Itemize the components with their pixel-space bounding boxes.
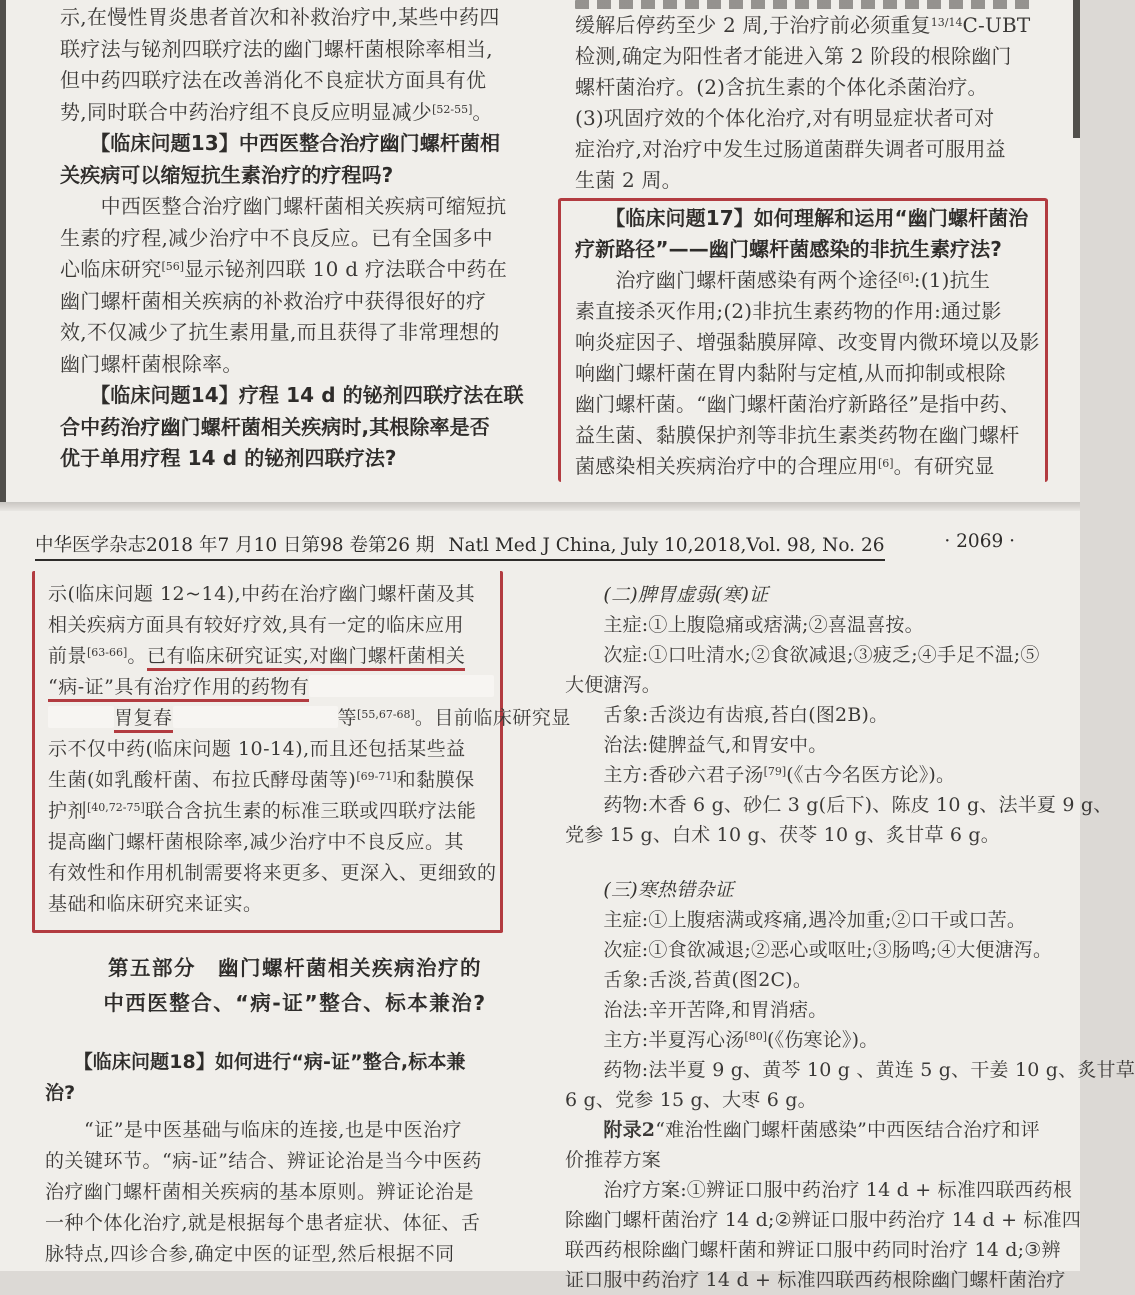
text-line: 一种个体化治疗,就是根据每个患者症状、体征、舌 (45, 1212, 481, 1234)
top-left-column (60, 2, 535, 475)
text-line: (二)脾胃虚弱(寒)证 (565, 584, 769, 606)
text-line: 胃复春 等[55,67-68]。目前临床研究显 (48, 703, 500, 734)
text-line: 治法:健脾益气,和胃安中。 (565, 734, 828, 756)
text-line: 检测,确定为阳性者才能进入第 2 阶段的根除幽门 (575, 44, 1012, 68)
text-line: 生菌(如乳酸杆菌、布拉氏酵母菌等)[69-71]和黏膜保 (48, 769, 475, 791)
section-five (45, 951, 545, 1270)
text-block (565, 1115, 1080, 1295)
journal-header (35, 531, 1045, 557)
text-block (60, 380, 535, 475)
whiteout-patch (48, 706, 114, 728)
text-line: 螺杆菌治疗。(2)含抗生素的个体化杀菌治疗。 (575, 75, 988, 99)
text-line: 菌感染相关疾病治疗中的合理应用[6]。有研究显 (575, 454, 995, 478)
text-line: 药物:木香 6 g、砂仁 3 g(后下)、陈皮 10 g、法半夏 9 g、 (565, 794, 1113, 816)
text-line: 效,不仅减少了抗生素用量,而且获得了非常理想的 (60, 320, 500, 344)
bold-run: 附录2 (603, 1119, 656, 1141)
text-block (60, 191, 535, 380)
text-line: 幽门螺杆菌相关疾病的补救治疗中获得很好的疗 (60, 288, 487, 313)
top-right-text (558, 10, 1048, 196)
text-line: 合中药治疗幽门螺杆菌相关疾病时,其根除率是否 (60, 414, 490, 439)
text-line: 益生菌、黏膜保护剂等非抗生素类药物在幽门螺杆 (575, 423, 1020, 447)
text-line: 价推荐方案 (565, 1149, 662, 1171)
page-top-section (0, 0, 1080, 502)
text-line: 生菌 2 周。 (575, 168, 682, 192)
text-line: 舌象:舌淡边有齿痕,苔白(图2B)。 (565, 704, 889, 726)
text-line: 响幽门螺杆菌在胃内黏附与定植,从而抑制或根除 (575, 361, 1006, 385)
text-line: 主症:①上腹痞满或疼痛,遇冷加重;②口干或口苦。 (565, 909, 1027, 931)
text-block (565, 580, 1080, 610)
text-line: 治? (45, 1082, 76, 1104)
text-line: 示(临床问题 12~14),中药在治疗幽门螺杆菌及其 (48, 583, 476, 605)
red-underline-annotation: 胃复春 (114, 707, 173, 733)
reference-superscript: [6] (878, 457, 894, 470)
reference-superscript: [52-55] (432, 102, 473, 116)
text-block (48, 579, 571, 920)
text-line: 党参 15 g、白术 10 g、茯苓 10 g、炙甘草 6 g。 (565, 824, 1000, 846)
reference-superscript: [55,67-68] (357, 708, 415, 721)
text-line: 心临床研究[56]显示铋剂四联 10 d 疗法联合中药在 (60, 257, 508, 281)
text-line: 幽门螺杆菌。“幽门螺杆菌治疗新路径”是指中药、 (575, 392, 1021, 416)
reference-superscript: [79] (763, 765, 787, 778)
journal-header-cn: 中华医学杂志2018 年7 月10 日第98 卷第26 期 (35, 535, 435, 556)
text-line: 提高幽门螺杆菌根除率,减少治疗中不良反应。其 (48, 831, 465, 853)
red-underline-annotation: “病-证”具有治疗作用的药物有 (48, 676, 309, 702)
text-line: 势,同时联合中药治疗组不良反应明显减少[52-55]。 (60, 99, 493, 124)
text-line: 次症:①食欲减退;②恶心或呕吐;③肠鸣;④大便溏泻。 (565, 939, 1053, 961)
text-line: 的关键环节。“病-证”结合、辨证论治是当今中医药 (45, 1150, 482, 1172)
text-line: 第五部分 幽门螺杆菌相关疾病治疗的 (108, 956, 482, 980)
reference-superscript: [69-71] (356, 770, 397, 783)
text-line: (3)巩固疗效的个体化治疗,对有明显症状者可对 (575, 106, 995, 130)
reference-superscript: [63-66] (87, 646, 128, 659)
cropped-text-line (575, 0, 1030, 9)
text-block (45, 1115, 545, 1270)
page-number: · 2069 · (944, 531, 1015, 552)
text-line: 联西药根除幽门螺杆菌和辨证口服中药同时治疗 14 d;③辨 (565, 1239, 1061, 1261)
reference-superscript: [56] (161, 260, 185, 273)
page-seam (0, 502, 1080, 511)
text-line: 主症:①上腹隐痛或痞满;②喜温喜按。 (565, 614, 924, 636)
text-block (575, 10, 1048, 196)
text-line: 护剂[40,72-75]联合含抗生素的标准三联或四联疗法能 (48, 800, 477, 822)
text-line: 基础和临床研究来证实。 (48, 893, 263, 915)
reference-superscript: [6] (898, 271, 914, 284)
whiteout-patch (309, 675, 494, 697)
journal-header-rule (35, 535, 885, 561)
text-line: 主方:半夏泻心汤[80](《伤寒论》)。 (565, 1029, 879, 1051)
text-line: 除幽门螺杆菌治疗 14 d;②辨证口服中药治疗 14 d + 标准四 (565, 1209, 1082, 1231)
text-block (565, 875, 1080, 905)
text-line: 素直接杀灭作用;(2)非抗生素药物的作用:通过影 (575, 299, 1002, 323)
text-line: 中西医整合治疗幽门螺杆菌相关疾病可缩短抗 (60, 194, 507, 218)
text-line: 【临床问题14】疗程 14 d 的铋剂四联疗法在联 (60, 383, 524, 407)
text-block (45, 1047, 545, 1109)
text-line: 次症:①口吐清水;②食欲减退;③疲乏;④手足不温;⑤ (565, 644, 1040, 666)
text-line: 脉特点,四诊合参,确定中医的证型,然后根据不同 (45, 1243, 455, 1265)
page-bottom-section (0, 511, 1135, 1291)
text-line: 舌象:舌淡,苔黄(图2C)。 (565, 969, 813, 991)
text-line: “证”是中医基础与临床的连接,也是中医治疗 (45, 1119, 462, 1141)
reference-superscript: [80] (744, 1030, 767, 1043)
red-annotation-box-q17 (558, 198, 1048, 482)
text-line: 有效性和作用机制需要将来更多、更深入、更细致的 (48, 862, 497, 884)
text-line: 中西医整合、“病-证”整合、标本兼治? (103, 991, 487, 1015)
text-line: 示不仅中药(临床问题 10-14),而且还包括某些益 (48, 738, 466, 760)
text-line: 优于单用疗程 14 d 的铋剂四联疗法? (60, 446, 397, 470)
text-line: 关疾病可以缩短抗生素治疗的疗程吗? (60, 162, 394, 187)
text-line: 【临床问题13】中西医整合治疗幽门螺杆菌相 (60, 131, 501, 155)
bottom-left-column (45, 571, 571, 1270)
text-line: 6 g、党参 15 g、大枣 6 g。 (565, 1089, 817, 1111)
text-line: 联疗法与铋剂四联疗法的幽门螺杆菌根除率相当, (60, 36, 493, 61)
text-line: 药物:法半夏 9 g、黄芩 10 g 、黄连 5 g、干姜 10 g、炙甘草 (565, 1059, 1135, 1081)
text-line: 前景[63-66]。已有临床研究证实,对幽门螺杆菌相关 (48, 641, 500, 672)
text-block (60, 2, 535, 128)
text-line: 症治疗,对治疗中发生过肠道菌群失调者可服用益 (575, 137, 1006, 161)
text-block (565, 610, 1113, 850)
red-annotation-box-summary (32, 571, 571, 933)
scan-edge-right (1073, 0, 1080, 138)
text-line: 【临床问题17】如何理解和运用“幽门螺杆菌治 (575, 206, 1029, 230)
text-line: 证口服中药治疗 14 d + 标准四联西药根除幽门螺杆菌治疗 (565, 1269, 1066, 1291)
text-line: 但中药四联疗法在改善消化不良症状方面具有优 (60, 68, 487, 92)
text-line: 治疗方案:①辨证口服中药治疗 14 d + 标准四联西药根 (565, 1179, 1073, 1201)
text-line: 幽门螺杆菌根除率。 (60, 351, 243, 376)
text-line: 治疗幽门螺杆菌感染有两个途径[6]:(1)抗生 (575, 268, 991, 292)
text-block (565, 905, 1135, 1115)
text-line: 缓解后停药至少 2 周,于治疗前必须重复$^{13/14}$C-UBT (575, 13, 1031, 37)
text-line: 主方:香砂六君子汤[79](《古今名医方论》)。 (565, 764, 956, 786)
text-line: 响炎症因子、增强黏膜屏障、改变胃内微环境以及影 (575, 330, 1040, 354)
bottom-right-column (565, 571, 1135, 1295)
text-block (575, 203, 1045, 265)
text-line: 附录2“难治性幽门螺杆菌感染”中西医结合治疗和评 (603, 1119, 1040, 1141)
red-underline-annotation: 已有临床研究证实,对幽门螺杆菌相关 (147, 645, 466, 671)
text-line: 示,在慢性胃炎患者首次和补救治疗中,某些中药四 (60, 5, 500, 29)
reference-superscript: [40,72-75] (87, 801, 145, 814)
text-line: 生素的疗程,减少治疗中不良反应。已有全国多中 (60, 225, 493, 250)
top-right-column (558, 0, 1048, 482)
text-block (45, 951, 545, 1021)
text-line: 大便溏泻。 (565, 674, 662, 696)
journal-header-en: Natl Med J China, July 10,2018,Vol. 98, No. 26 (448, 535, 885, 556)
whiteout-patch (173, 706, 338, 728)
text-line (48, 672, 500, 703)
text-line: 治疗幽门螺杆菌相关疾病的基本原则。辨证论治是 (45, 1181, 475, 1203)
text-line: 治法:辛开苦降,和胃消痞。 (565, 999, 828, 1021)
text-line: 疗新路径”——幽门螺杆菌感染的非抗生素疗法? (575, 237, 1002, 261)
text-line: 相关疾病方面具有较好疗效,具有一定的临床应用 (48, 614, 465, 636)
reference-superscript: 13/14 (930, 16, 963, 29)
text-line: (三)寒热错杂证 (565, 879, 734, 901)
scan-edge-left (0, 0, 6, 502)
text-block (60, 128, 535, 191)
text-line: 【临床问题18】如何进行“病-证”整合,标本兼 (45, 1051, 466, 1073)
text-block (575, 265, 1045, 482)
